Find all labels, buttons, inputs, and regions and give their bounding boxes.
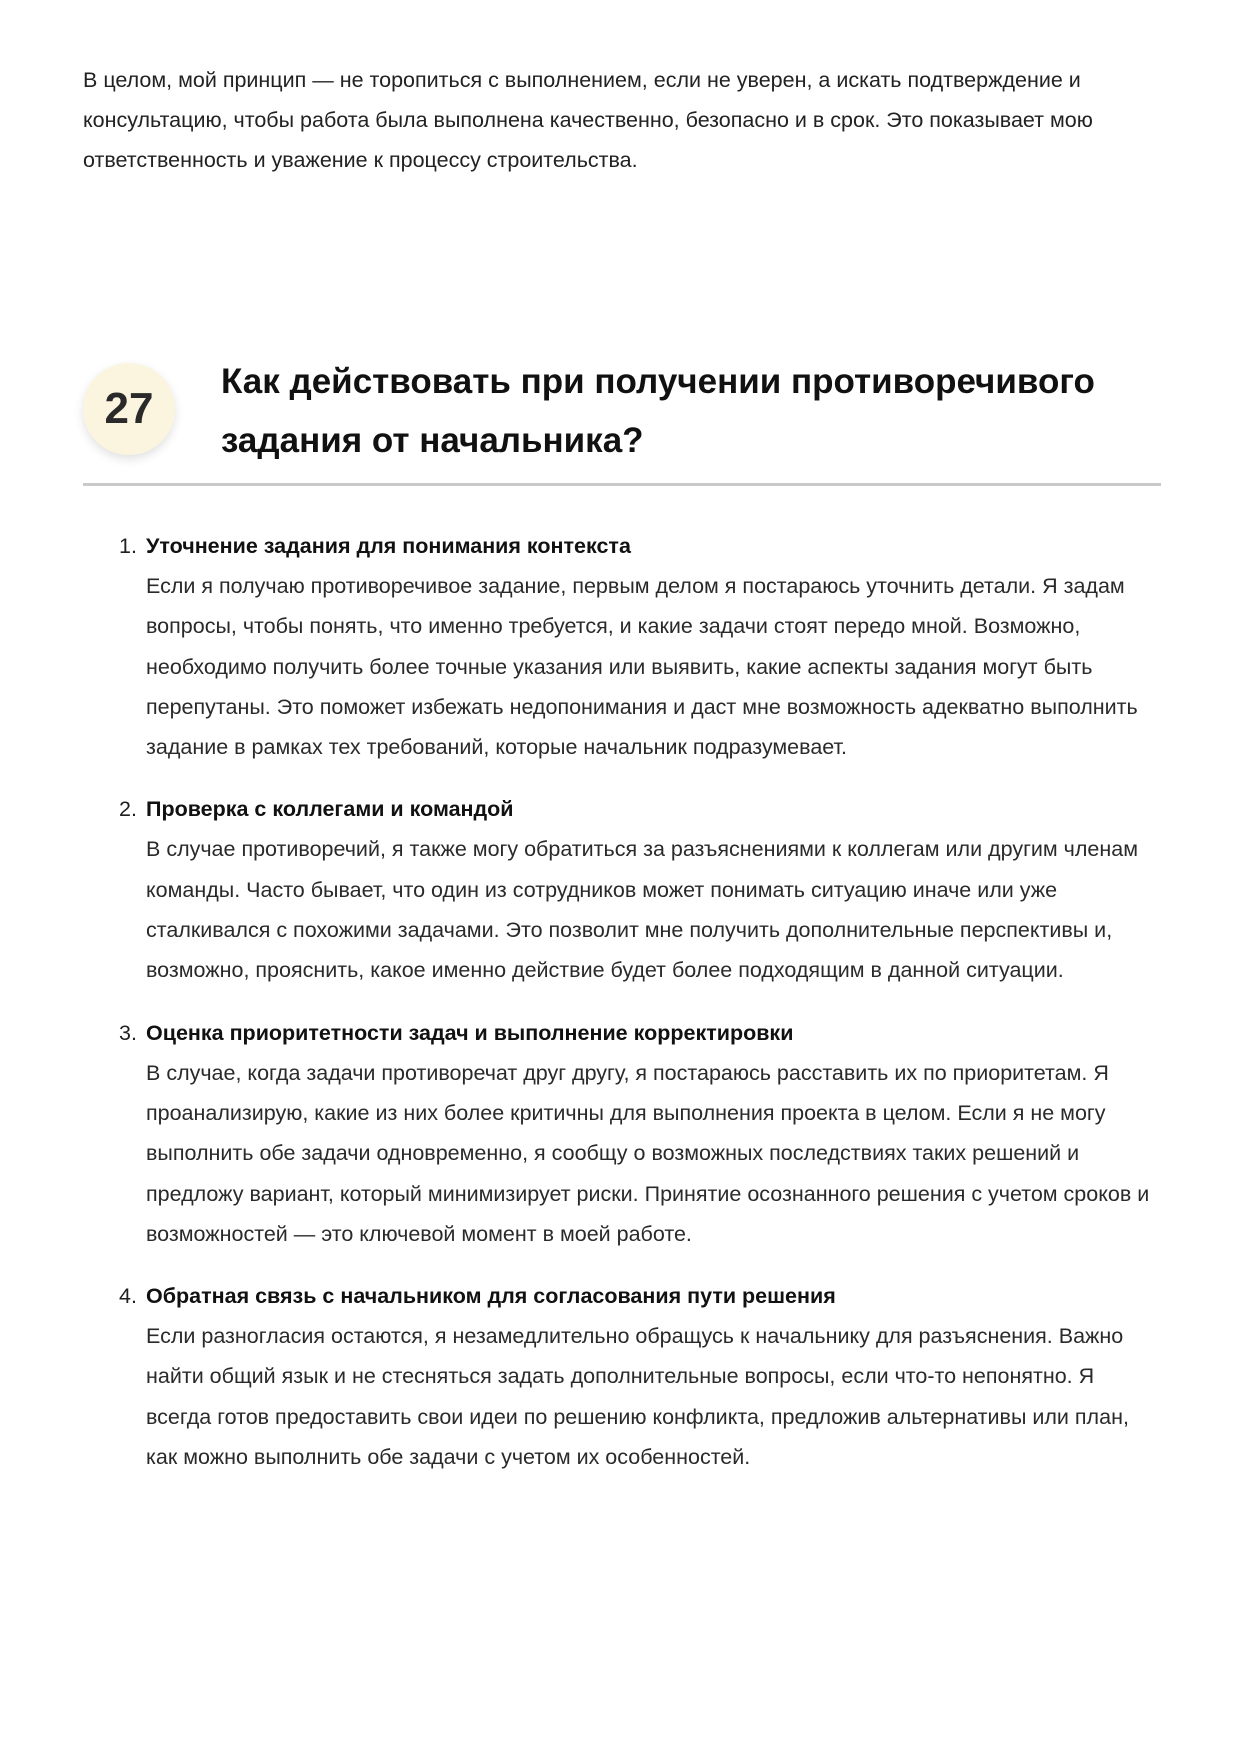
list-item-title: Уточнение задания для понимания контекста xyxy=(146,534,631,558)
list-item-text: В случае противоречий, я также могу обратиться за разъяснениями к коллегам или другим членам команды. Часто бывает, что один из сотрудников может понимать ситуацию иначе или уже сталкивался с похожими задачами. Это позволит мне получить дополнительные перспективы и, возможно, прояснить, какое именно действие будет более подходящим в данной ситуации. xyxy=(146,837,1138,983)
intro-paragraph: В целом, мой принцип — не торопиться с выполнением, если не уверен, а искать подтверждение и консультацию, чтобы работа была выполнена качественно, безопасно и в срок. Это показывает мою ответственность и уважение к процессу строительства. xyxy=(83,68,1093,172)
list-item-title: Проверка с коллегами и командой xyxy=(146,797,514,822)
list-item-number: 4. xyxy=(119,1284,137,1309)
list-item-text: Если разногласия остаются, я незамедлительно обращусь к начальнику для разъяснения. Важно найти общий язык и не стесняться задать дополнительные вопросы, если что-то непонятно. Я всегда готов предоставить свои идеи по решению конфликта, предложив альтернативы или план, как можно выполнить обе задачи с учетом их особенностей. xyxy=(146,1324,1129,1470)
question-title: Как действовать при получении противоречивого задания от начальника? xyxy=(221,362,1095,460)
list-item xyxy=(83,1013,1161,1254)
list-item-number: 1. xyxy=(119,534,137,558)
question-number-badge: 27 xyxy=(83,363,175,455)
list-item-text: Если я получаю противоречивое задание, первым делом я постараюсь уточнить детали. Я задам вопросы, чтобы понять, что именно требуется, и какие задачи стоят передо мной. Возможно, необходимо получить более точные указания или выявить, какие аспекты задания могут быть перепутаны. Это поможет избежать недопонимания и даст мне возможность адекватно выполнить задание в рамках тех требований, которые начальник подразумевает. xyxy=(146,574,1138,760)
list-item-number: 2. xyxy=(119,797,137,822)
list-item xyxy=(83,1276,1161,1477)
list-item-number: 3. xyxy=(119,1020,137,1045)
list-item-title: Оценка приоритетности задач и выполнение корректировки xyxy=(146,1020,794,1045)
list-item xyxy=(83,526,1161,767)
document-page xyxy=(83,0,1161,1499)
list-item-title: Обратная связь с начальником для согласования пути решения xyxy=(146,1284,836,1309)
answer-list xyxy=(83,526,1161,1477)
list-item xyxy=(83,789,1161,990)
list-item-text: В случае, когда задачи противоречат друг другу, я постараюсь расставить их по приоритетам. Я проанализирую, какие из них более критичны для выполнения проекта в целом. Если я не могу выполнить обе задачи одновременно, я сообщу о возможных последствиях таких решений и предложу вариант, который минимизирует риски. Принятие осознанного решения с учетом сроков и возможностей — это ключевой момент в моей работе. xyxy=(146,1060,1150,1246)
question-header xyxy=(83,358,1161,486)
